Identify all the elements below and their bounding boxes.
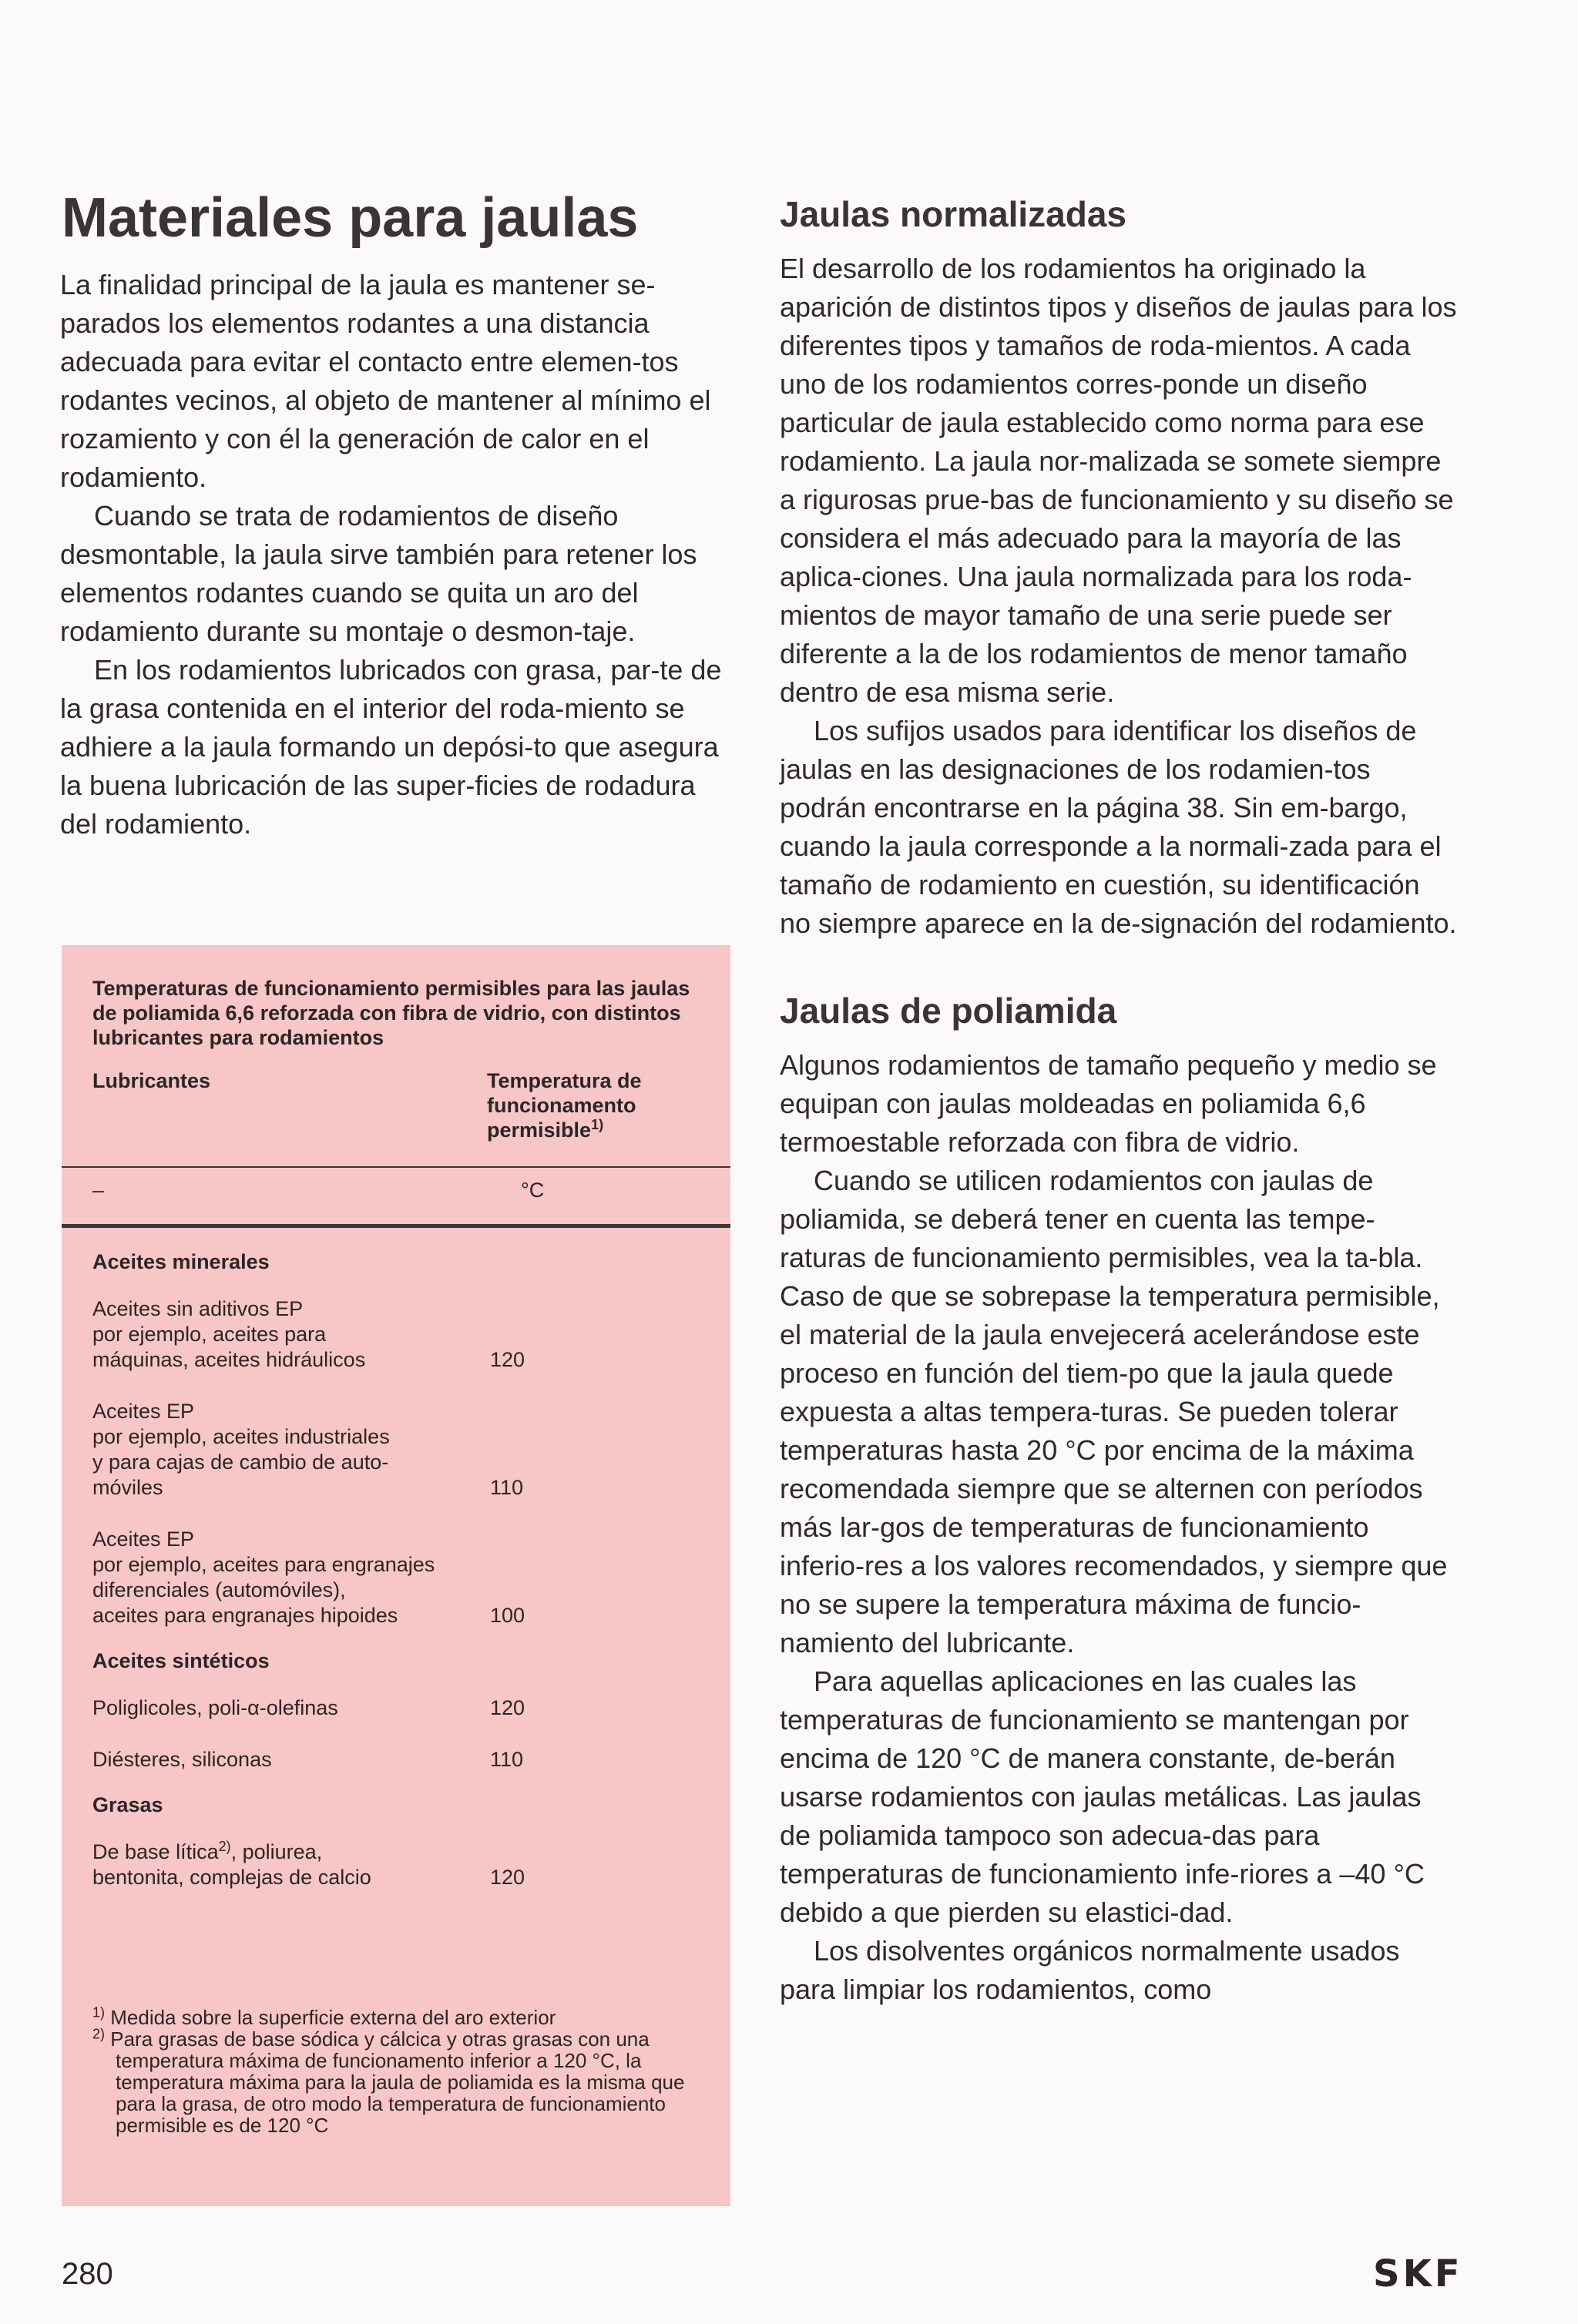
table-row [92, 1399, 709, 1501]
column-header-temperature-text: Temperatura de funcionamento permisible [487, 1069, 642, 1142]
table-row [92, 1839, 709, 1890]
body-paragraph: Cuando se trata de rodamientos de diseño desmontable, la jaula sirve también para retener los elementos rodantes cuando se quita un aro del rodamiento durante su montaje o desmon-taje. [60, 500, 697, 647]
row-description [92, 1839, 493, 1890]
group-title-mineral-oils: Aceites minerales [92, 1250, 270, 1273]
row-description: Poliglicoles, poli-α-olefinas [92, 1696, 338, 1719]
table-header [92, 1068, 709, 1155]
footnote-ref: 1) [591, 1117, 604, 1132]
table-row [92, 1296, 709, 1373]
table-row [92, 1747, 709, 1772]
table-caption: Temperaturas de funcionamiento permisibles para las jaulas de poliamida 6,6 reforzada con fibra de vidrio, con distintos lubricantes para rodamientos [92, 977, 690, 1049]
footnote-ref: 2) [218, 1839, 231, 1854]
body-paragraph: Cuando se utilicen rodamientos con jaulas de poliamida, se deberá tener en cuenta las tempe-raturas de funcionamiento permisibles, vea la ta-bla. Caso de que se sobrepase la temperatura permisible, el material de la jaula envejecerá acelerándose este proceso en función del tiem-po que la jaula quede expuesta a altas tempera-turas. Se pueden tolerar temperaturas hasta 20 °C por encima de la máxima recomendada siempre que se alternen con períodos más lar-gos de temperaturas de funcionamiento inferio-res a los valores recomendados, y siempre que no se supere la temperatura máxima de funcio-namiento del lubricante. [780, 1165, 1448, 1658]
table-rule-top [62, 1166, 730, 1168]
footnote [92, 2004, 709, 2029]
row-description: Aceites sin aditivos EP por ejemplo, aceites para máquinas, aceites hidráulicos [92, 1297, 366, 1371]
footnote [92, 2028, 709, 2136]
body-paragraph: Los disolventes orgánicos normalmente usados para limpiar los rodamientos, como [780, 1935, 1400, 2005]
column-header-temperature [487, 1068, 710, 1142]
row-description: Diésteres, siliconas [92, 1748, 272, 1771]
intro-text-column [60, 266, 730, 843]
temperature-table-box [62, 945, 730, 2206]
body-paragraph: La finalidad principal de la jaula es mantener se-parados los elementos rodantes a una distancia adecuada para evitar el contacto entre elemen-tos rodantes vecinos, al objeto de mantener al mínimo el rozamiento y con él la generación de calor en el rodamiento. [60, 269, 711, 493]
column-header-lubricants: Lubricantes [92, 1069, 211, 1092]
right-text-column [780, 193, 1458, 2009]
row-description: Aceites EP por ejemplo, aceites industriales y para cajas de cambio de auto- móviles [92, 1400, 390, 1499]
page-number: 280 [62, 2257, 113, 2291]
row-value: 120 [490, 1866, 525, 1889]
body-paragraph: En los rodamientos lubricados con grasa, par-te de la grasa contenida en el interior del roda-miento se adhiere a la jaula formando un depósi-to que asegura la buena lubricación de las super-ficies de rodadura del rodamiento. [60, 654, 722, 840]
table-row [92, 1527, 709, 1628]
group-title-synthetic-oils: Aceites sintéticos [92, 1649, 270, 1672]
row-description-part: , poliurea, bentonita, complejas de calcio [92, 1840, 371, 1889]
table-rule-units [62, 1224, 730, 1228]
table-body [92, 1249, 709, 1917]
group-title-greases: Grasas [92, 1793, 163, 1816]
skf-logo: SKF [1373, 2252, 1463, 2295]
body-paragraph: Los sufijos usados para identificar los diseños de jaulas en las designaciones de los rodamien-tos podrán encontrarse en la página 38. Sin em-bargo, cuando la jaula corresponde a la normali-zada para el tamaño de rodamiento en cuestión, su identificación no siempre aparece en la de-signación del rodamiento. [780, 715, 1457, 939]
table-footnotes [92, 2004, 709, 2137]
unit-temperature: °C [521, 1179, 545, 1202]
page-title: Materiales para jaulas [62, 187, 639, 249]
body-paragraph: El desarrollo de los rodamientos ha originado la aparición de distintos tipos y diseños de jaulas para los diferentes tipos y tamaños de roda-mientos. A cada uno de los rodamientos corres-ponde un diseño particular de jaula establecido como norma para ese rodamiento. La jaula nor-malizada se somete siempre a rigurosas prue-bas de funcionamiento y su diseño se considera el más adecuado para la mayoría de las aplica-ciones. Una jaula normalizada para los roda-mientos de mayor tamaño de una serie puede ser diferente a la de los rodamientos de menor tamaño dentro de esa misma serie. [780, 253, 1457, 708]
row-value: 120 [490, 1696, 525, 1719]
section-title-standard-cages: Jaulas normalizadas [780, 194, 1126, 234]
unit-lubricants: – [92, 1179, 105, 1202]
row-value: 110 [490, 1748, 524, 1771]
row-description-part: De base lítica [92, 1840, 219, 1863]
table-row [92, 1695, 709, 1721]
row-value: 120 [490, 1348, 525, 1371]
footnote-text: Medida sobre la superficie externa del aro exterior [105, 2006, 556, 2029]
row-description: Aceites EP por ejemplo, aceites para engranajes diferenciales (automóviles), aceites para engranajes hipoides [92, 1528, 435, 1627]
section-title-polyamide-cages: Jaulas de poliamida [780, 991, 1117, 1031]
body-paragraph: Para aquellas aplicaciones en las cuales las temperaturas de funcionamiento se mantengan por encima de 120 °C de manera constante, de-berán usarse rodamientos con jaulas metálicas. Las jaulas de poliamida tampoco son adecua-das para temperaturas de funcionamiento infe-riores a –40 °C debido a que pierden su elastici-dad. [780, 1665, 1425, 1928]
row-value: 110 [490, 1476, 524, 1499]
footnote-mark: 1) [92, 2004, 106, 2021]
row-value: 100 [490, 1604, 525, 1627]
body-paragraph: Algunos rodamientos de tamaño pequeño y medio se equipan con jaulas moldeadas en poliamida 6,6 termoestable reforzada con fibra de vidrio. [780, 1049, 1437, 1158]
footnote-mark: 2) [92, 2026, 106, 2042]
footnote-text: Para grasas de base sódica y cálcica y otras grasas con una temperatura máxima de funcionamento inferior a 120 °C, la temperatura máxima para la jaula de poliamida es la misma que para la grasa, de otro modo la temperatura de funcionamiento permisible es de 120 °C [105, 2027, 685, 2137]
